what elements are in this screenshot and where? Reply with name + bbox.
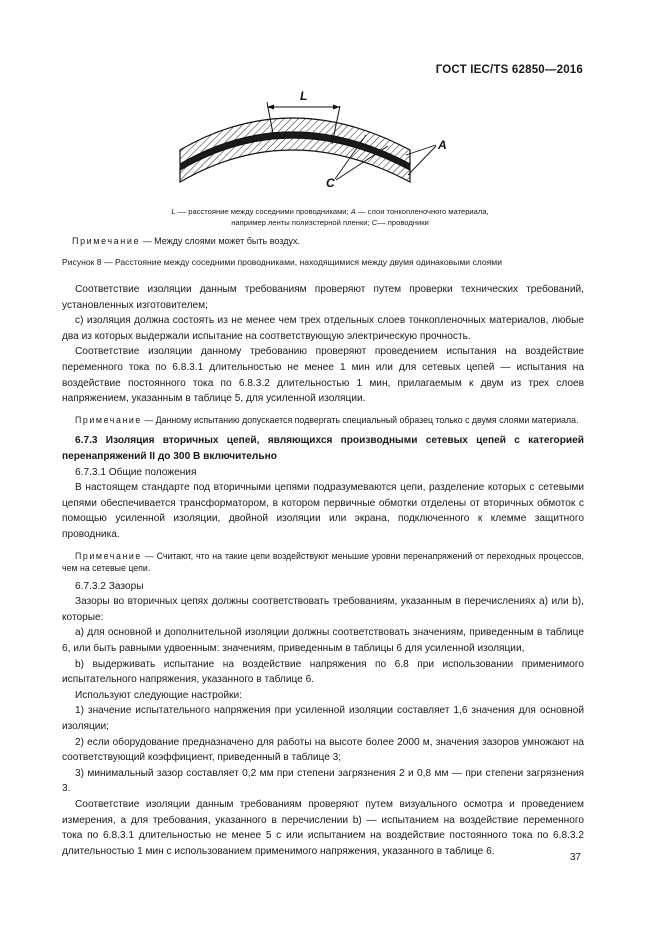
list-item: 1) значение испытательного напряжения при усиленной изоляции составляет 1,6 значения для основной изоляции; bbox=[62, 705, 584, 733]
paragraph: Зазоры во вторичных цепях должны соответствовать требованиям, указанным в перечислениях a) или b), которые: bbox=[62, 596, 584, 623]
paragraph: c) изоляция должна состоять из не менее чем трех отдельных слоев тонкопленочных материалов, любые два из которых выдержали испытание на соответствующую электрическую прочность. bbox=[62, 315, 584, 342]
document-id: ГОСТ IEC/TS 62850—2016 bbox=[435, 64, 583, 76]
paragraph: Соответствие изоляции данному требованию проверяют проведением испытания на воздействие переменного тока по 6.8.3.1 длительностью не менее 1 мин или для сетевых цепей — испытания на воздействие постоянного тока по 6.8.3.2 длительностью 1 мин, прилагаемым к двум из трех слоев напряжением, указанным в таблице 5, для усиленной изоляции. bbox=[62, 346, 584, 405]
paragraph: Соответствие изоляции данным требованиям проверяют путем визуального осмотра и проведением измерения, а для требования, указанного в перечислении b) — испытанием на воздействие переменного тока по 6.8.3.1 длительностью не менее 5 с или испытанием на воздействие постоянного тока по 6.8.3.2 длительностью 1 мин с использованием применимого напряжения, указанного в таблице 6. bbox=[62, 799, 584, 857]
label-C: C bbox=[326, 176, 335, 190]
note-text: — Между слоями может быть воздух. bbox=[140, 236, 300, 246]
list-item: a) для основной и дополнительной изоляции должны соответствовать значениям, приведенным в таблице 6, или быть равными удвоенным: значениям, приведенным в таблицы 6 для усиленной изоляции, bbox=[62, 627, 584, 655]
page-number: 37 bbox=[569, 852, 581, 863]
leader-A-2 bbox=[408, 146, 436, 175]
paragraph: Соответствие изоляции данным требованиям проверяют путем проверки технических требований, установленных изготовителем; bbox=[62, 284, 584, 311]
figure-8-diagram bbox=[170, 84, 460, 204]
figure-caption: Рисунок 8 — Расстояние между соседними проводниками, находящимися между двумя одинаковыми слоями bbox=[62, 257, 502, 267]
list-item: b) выдерживать испытание на воздействие напряжения по 6.8 при использовании применимого испытательного напряжения, указанного в таблице 6. bbox=[62, 658, 584, 686]
note: Примечание — Считают, что на такие цепи воздействуют меньшие уровни перенапряжений от переходных процессов, чем на сетевые цепи. bbox=[62, 550, 584, 574]
label-L: L bbox=[300, 89, 308, 103]
note: Примечание — Данному испытанию допускается подвергать специальный образец только с двумя слоями материала. bbox=[75, 414, 579, 425]
subsection-heading-6-7-3-2: 6.7.3.2 Зазоры bbox=[75, 580, 144, 592]
paragraph: Используют следующие настройки: bbox=[75, 689, 242, 701]
list-item: 2) если оборудование предназначено для работы на высоте более 2000 м, значения зазоров умножают на соответствующий коэффициент, приведенный в таблице 3; bbox=[62, 736, 584, 764]
note-label: Примечание bbox=[72, 236, 141, 246]
label-A: A bbox=[438, 138, 447, 152]
legend-line-2: например ленты полиэстерной пленки; C–– проводники bbox=[231, 218, 429, 227]
subsection-heading-6-7-3-1: 6.7.3.1 Общие положения bbox=[75, 466, 197, 478]
legend-line-1: L –– расстояние между соседними проводниками; A — слои тонкопленочного материала, bbox=[171, 207, 489, 216]
figure-note bbox=[72, 236, 300, 246]
section-heading-6-7-3: 6.7.3 Изоляция вторичных цепей, являющихся производными сетевых цепей с категорией перенапряжений II до 300 В включительно bbox=[62, 435, 584, 462]
figure-legend bbox=[60, 206, 600, 228]
list-item: 3) минимальный зазор составляет 0,2 мм при степени загрязнения 2 и 0,8 мм — при степени загрязнения 3. bbox=[62, 767, 584, 795]
paragraph: В настоящем стандарте под вторичными цепями подразумеваются цепи, разделение которых с сетевыми цепями обеспечивается трансформатором, в котором первичные обмотки отделены от вторичных обмоток с помощью усиленной изоляции, двойной изоляции или экрана, подключенного к клемме защитного проводника. bbox=[62, 482, 584, 540]
main-text bbox=[62, 278, 584, 859]
